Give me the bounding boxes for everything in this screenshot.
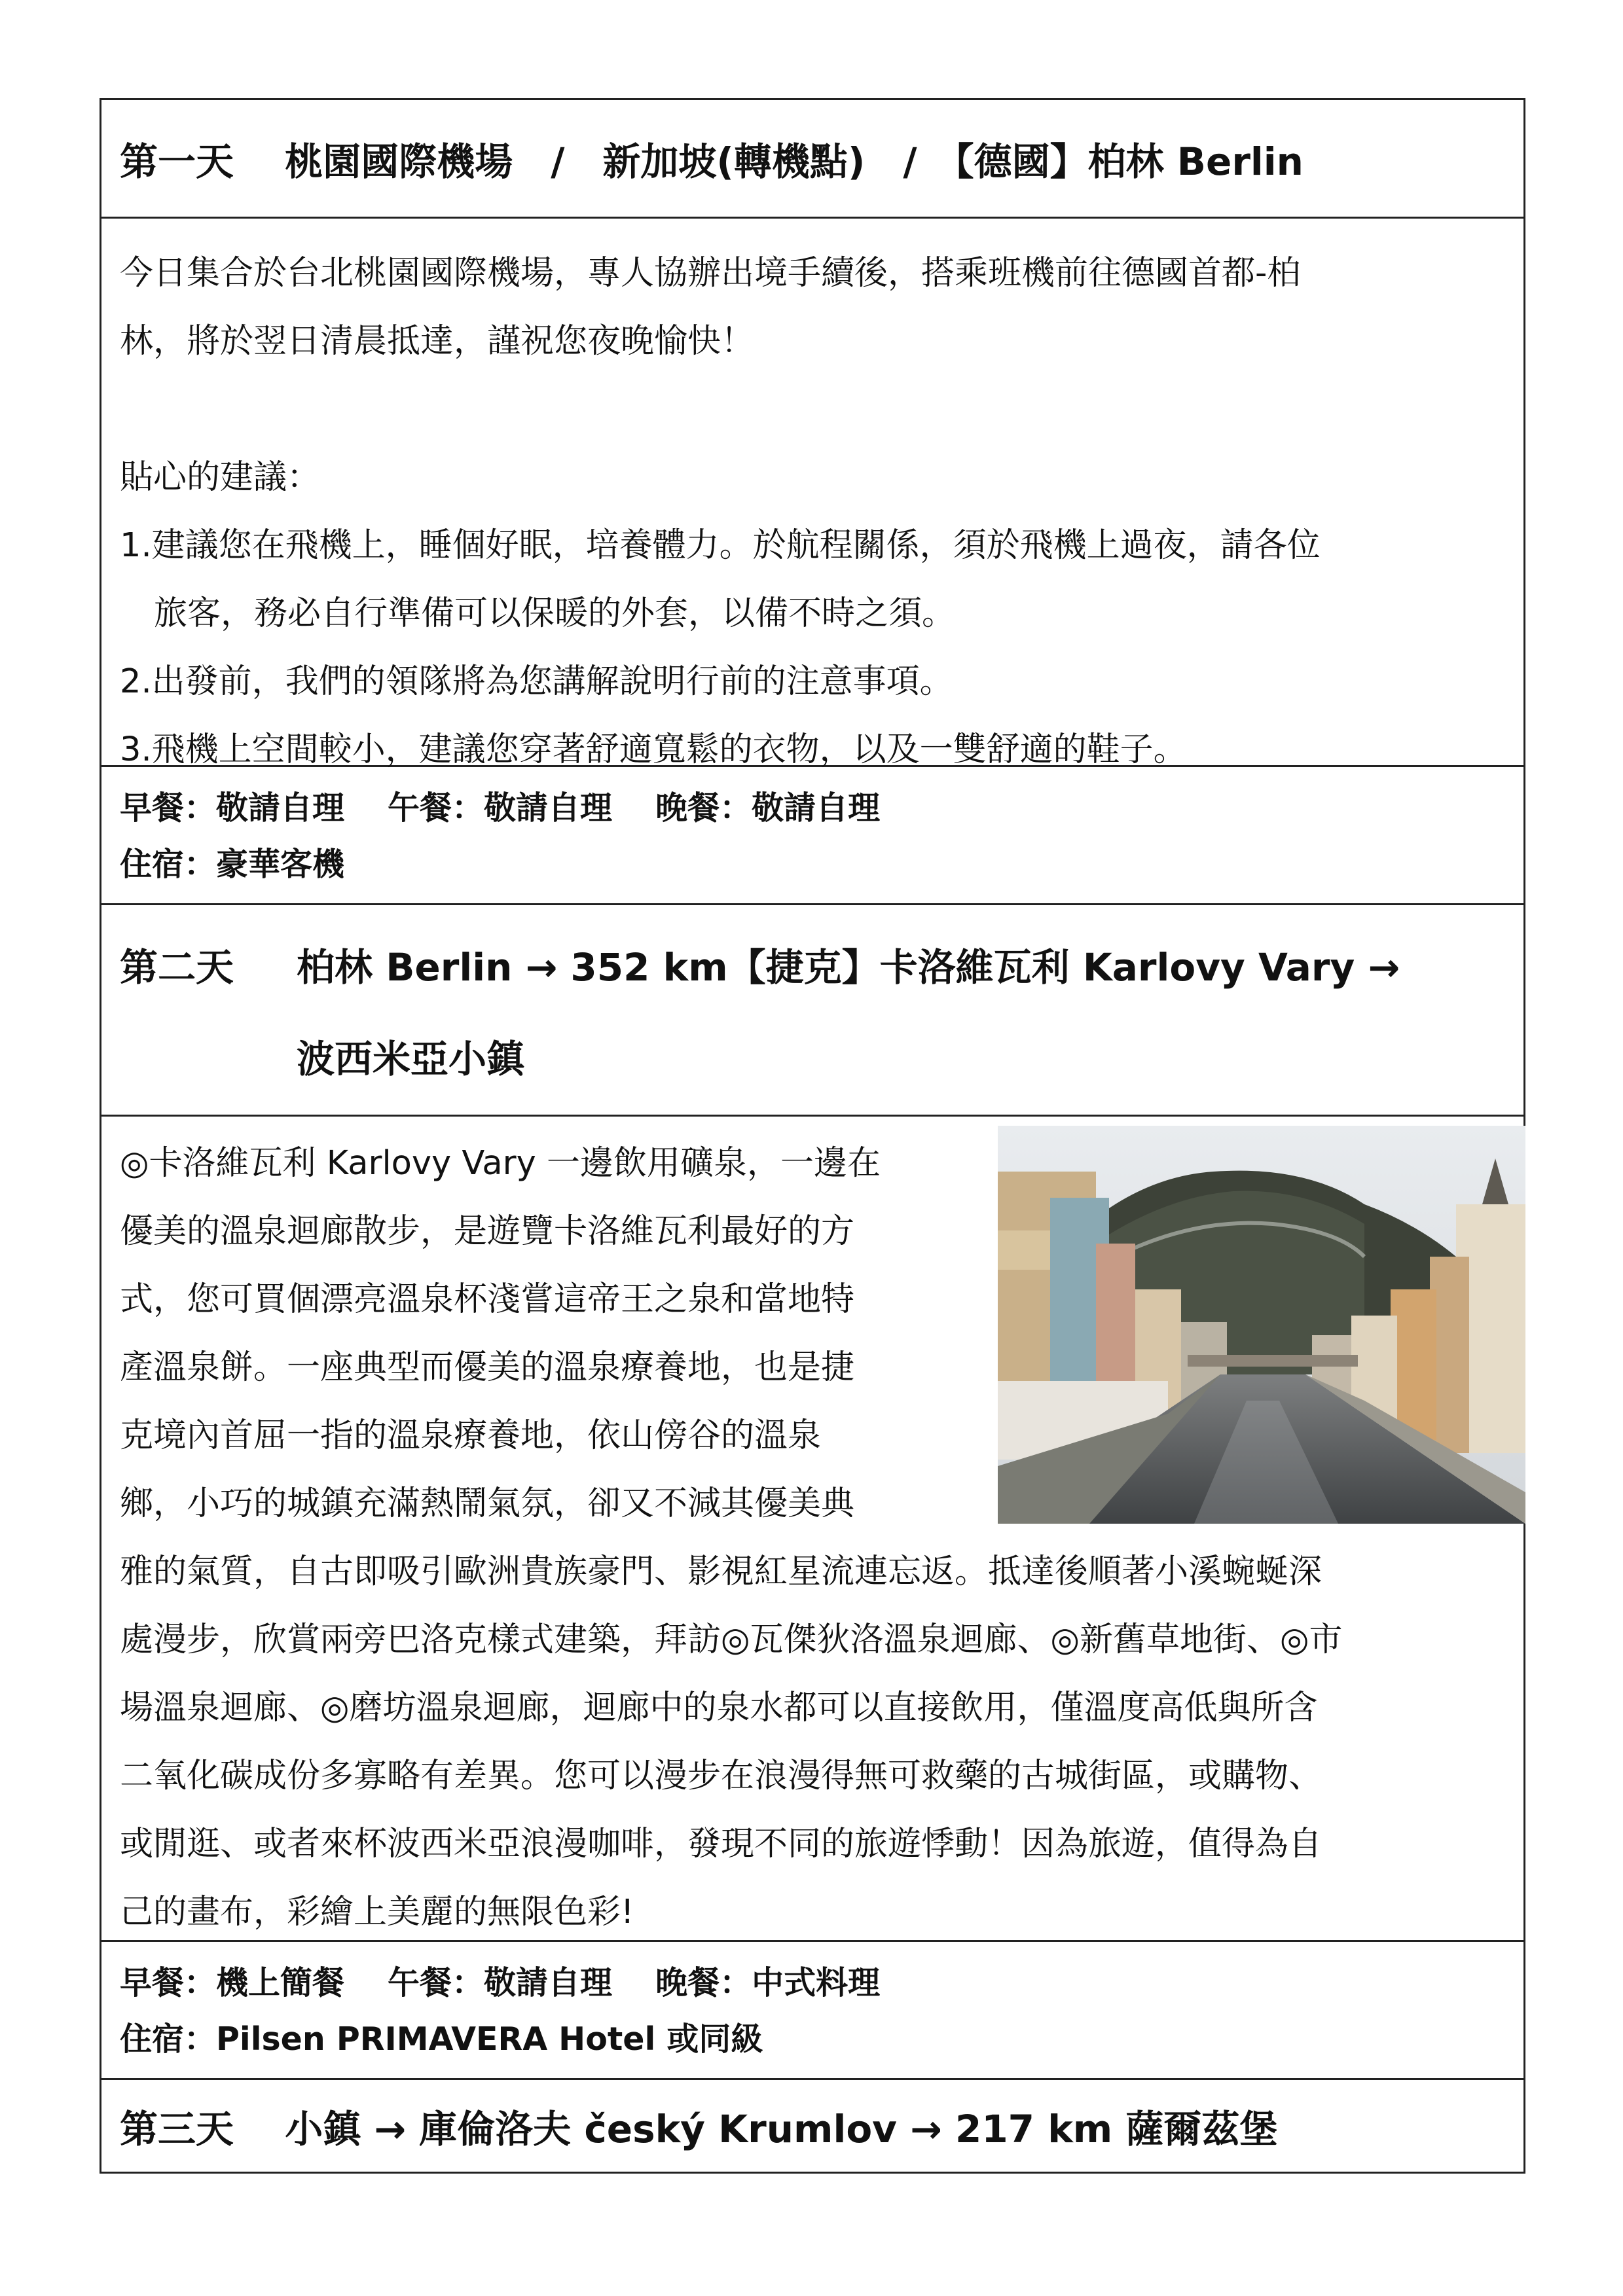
tip-2: 2.出發前，我們的領隊將為您講解說明行前的注意事項。 (120, 662, 953, 701)
day2-number: 第二天 (120, 945, 234, 990)
day1-description (101, 219, 1523, 767)
day2-line-9: 場溫泉迴廊、◎磨坊溫泉迴廊，迴廊中的泉水都可以直接飲用，僅溫度高低與所含 (120, 1689, 1318, 1727)
day2-meals: 早餐：機上簡餐 午餐：敬請自理 晚餐：中式料理 (120, 1964, 881, 2001)
day2-line-1: ◎卡洛維瓦利 Karlovy Vary 一邊飲用礦泉，一邊在 (120, 1144, 881, 1183)
karlovy-vary-photo (998, 1126, 1525, 1524)
day2-line-2: 優美的溫泉迴廊散步，是遊覽卡洛維瓦利最好的方 (120, 1212, 855, 1251)
day2-line-12: 己的畫布，彩繪上美麗的無限色彩! (120, 1893, 634, 1931)
day3-title: 第三天 小鎮 → 庫倫洛夫 český Krumlov → 217 km 薩爾茲堡 (120, 2107, 1278, 2151)
day1-meals: 早餐：敬請自理 午餐：敬請自理 晚餐：敬請自理 (120, 789, 881, 827)
tips-title: 貼心的建議： (120, 458, 321, 497)
day3-header (101, 2080, 1523, 2174)
day2-hotel: 住宿：Pilsen PRIMAVERA Hotel 或同級 (120, 2020, 763, 2058)
day2-line-3: 式，您可買個漂亮溫泉杯淺嘗這帝王之泉和當地特 (120, 1280, 855, 1319)
day1-para-line1: 今日集合於台北桃園國際機場，專人協辦出境手續後，搭乘班機前往德國首都-柏 (120, 254, 1301, 293)
day2-line-10: 二氧化碳成份多寡略有差異。您可以漫步在浪漫得無可救藥的古城街區，或購物、 (120, 1757, 1322, 1795)
itinerary-table (100, 98, 1525, 2174)
day2-line-11: 或閒逛、或者來杯波西米亞浪漫咖啡，發現不同的旅遊悸動！因為旅遊，值得為自 (120, 1825, 1322, 1863)
day2-header (101, 905, 1523, 1117)
day1-hotel: 住宿：豪華客機 (120, 846, 345, 883)
day2-line-6: 鄉，小巧的城鎮充滿熱鬧氣氛，卻又不減其優美典 (120, 1484, 855, 1523)
tip-1-line2: 旅客，務必自行準備可以保暖的外套，以備不時之須。 (154, 594, 956, 633)
tip-3: 3.飛機上空間較小，建議您穿著舒適寬鬆的衣物，以及一雙舒適的鞋子。 (120, 730, 1187, 769)
day2-line-7: 雅的氣質，自古即吸引歐洲貴族豪門、影視紅星流連忘返。抵達後順著小溪蜿蜒深 (120, 1552, 1322, 1591)
day1-header (101, 100, 1523, 219)
day1-meals-section (101, 767, 1523, 905)
day2-line-5: 克境內首屈一指的溫泉療養地，依山傍谷的溫泉 (120, 1416, 822, 1455)
day2-line-4: 產溫泉餅。一座典型而優美的溫泉療養地，也是捷 (120, 1348, 855, 1387)
day2-meals-section (101, 1942, 1523, 2080)
tip-1-line1: 1.建議您在飛機上，睡個好眠，培養體力。於航程關係，須於飛機上過夜，請各位 (120, 526, 1321, 565)
day1-para-line2: 林，將於翌日清晨抵達，謹祝您夜晚愉快！ (120, 322, 755, 361)
day2-title-line1: 柏林 Berlin → 352 km【捷克】卡洛維瓦利 Karlovy Vary → (297, 945, 1400, 990)
day1-title: 第一天 桃園國際機場 / 新加坡(轉機點) / 【德國】柏林 Berlin (120, 139, 1304, 184)
day2-description (101, 1117, 1523, 1942)
day2-title-line2: 波西米亞小鎮 (297, 1037, 525, 1081)
day2-line-8: 處漫步，欣賞兩旁巴洛克樣式建築，拜訪◎瓦傑狄洛溫泉迴廊、◎新舊草地街、◎市 (120, 1621, 1343, 1659)
